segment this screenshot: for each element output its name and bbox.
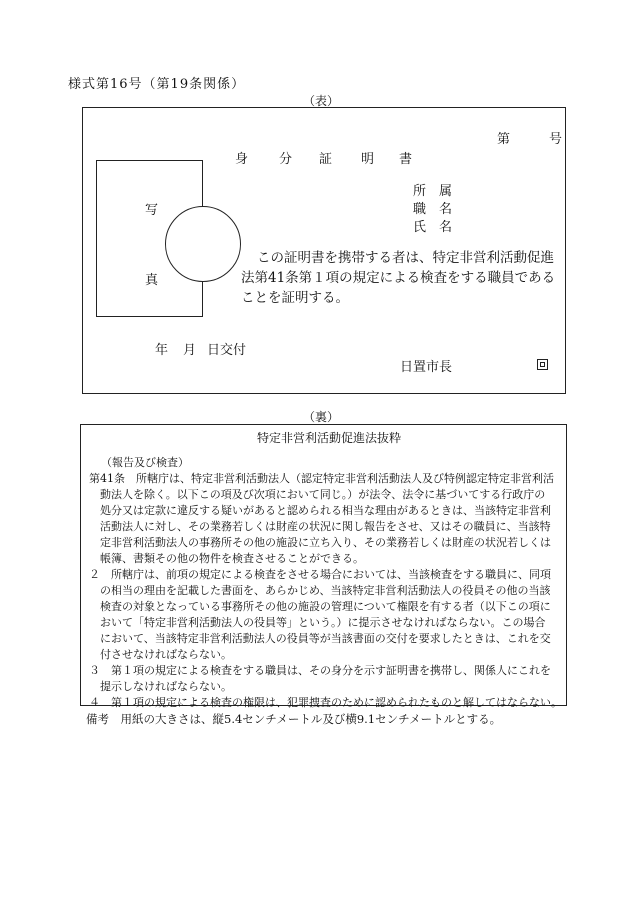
para3-line-2: 提示しなければならない。 <box>100 680 232 693</box>
issue-day: 日交付 <box>207 343 247 358</box>
title-char-2: 分 <box>279 152 293 167</box>
law-text <box>89 455 562 711</box>
remarks: 備考 用紙の大きさは、縦5.4センチメートル及び横9.1センチメートルとする。 <box>86 712 502 726</box>
article-line-5: 定非営利活動法人の事務所その他の施設に立ち入り、その業務若しくは財産の状況若しくは <box>100 536 551 549</box>
back-heading: 特定非営利活動促進法抜粋 <box>257 431 402 445</box>
photo-label-bottom: 真 <box>145 273 159 288</box>
title-char-5: 書 <box>399 152 413 167</box>
field-name-1: 氏 <box>413 220 427 235</box>
statement-line-3: ことを証明する。 <box>241 290 349 306</box>
article-line-3: 処分又は定款に違反する疑いがあると認められる相当な理由があるときは、当該特定非営利 <box>100 504 551 517</box>
field-name-2: 名 <box>439 220 453 235</box>
issue-month: 月 <box>183 343 197 358</box>
back-card <box>80 424 567 709</box>
statement <box>241 248 555 308</box>
statement-line-2: 法第41条第１項の規定による検査をする職員である <box>241 270 556 286</box>
issue-year: 年 <box>155 343 169 358</box>
front-side-label: （表） <box>303 94 340 108</box>
field-affiliation-2: 属 <box>439 184 453 199</box>
para4-line-1: ４ 第１項の規定による検査の権限は、犯罪捜査のために認められたものと解してはならない。 <box>89 696 562 709</box>
article-line-2: 動法人を除く。以下この項及び次項において同じ。）が法令、法令に基づいてする行政庁の <box>100 488 546 501</box>
title-char-4: 明 <box>361 152 375 167</box>
field-position-1: 職 <box>413 202 427 217</box>
photo-circle <box>165 206 241 282</box>
field-affiliation-1: 所 <box>413 184 427 199</box>
para2-line-2: の相当の理由を記載した書面を、あらかじめ、当該特定非営利活動法人の役員その他の当該 <box>100 584 551 597</box>
field-position-2: 名 <box>439 202 453 217</box>
para3-line-1: ３ 第１項の規定による検査をする職員は、その身分を示す証明書を携帯し、関係人にこれを <box>89 664 551 677</box>
para2-line-6: 付させなければならない。 <box>100 648 232 661</box>
back-side-label: （裏） <box>303 410 340 424</box>
statement-line-1: この証明書を携帯する者は、特定非営利活動促進 <box>257 250 554 266</box>
para2-line-4: おいて「特定非営利活動法人の役員等」という。）に提示させなければならない。この場合 <box>100 616 546 629</box>
article-line-1: 第41条 所轄庁は、特定非営利活動法人（認定特定非営利活動法人及び特例認定特定非営利活 <box>89 472 554 485</box>
form-title: 様式第16号（第19条関係） <box>68 77 246 92</box>
para2-line-1: ２ 所轄庁は、前項の規定による検査をさせる場合においては、当該検査をする職員に、同項 <box>89 568 551 581</box>
seal-stamp-icon <box>537 359 548 370</box>
number-dai: 第 <box>497 132 511 147</box>
number-go: 号 <box>549 132 563 147</box>
issuer: 日置市長 <box>400 360 453 375</box>
front-card <box>82 107 566 394</box>
article-line-6: 帳簿、書類その他の物件を検査させることができる。 <box>100 552 364 565</box>
title-char-1: 身 <box>235 152 249 167</box>
law-subheading: （報告及び検査） <box>101 456 189 469</box>
para2-line-3: 検査の対象となっている事務所その他の施設の管理について権限を有する者（以下この項に <box>100 600 551 613</box>
para2-line-5: において、当該特定非営利活動法人の役員等が当該書面の交付を要求したときは、これを交 <box>100 632 551 645</box>
photo-label-top: 写 <box>145 203 159 218</box>
article-line-4: 活動法人に対し、その業務若しくは財産の状況に関し報告をさせ、又はその職員に、当該特 <box>100 520 551 533</box>
title-char-3: 証 <box>319 152 333 167</box>
